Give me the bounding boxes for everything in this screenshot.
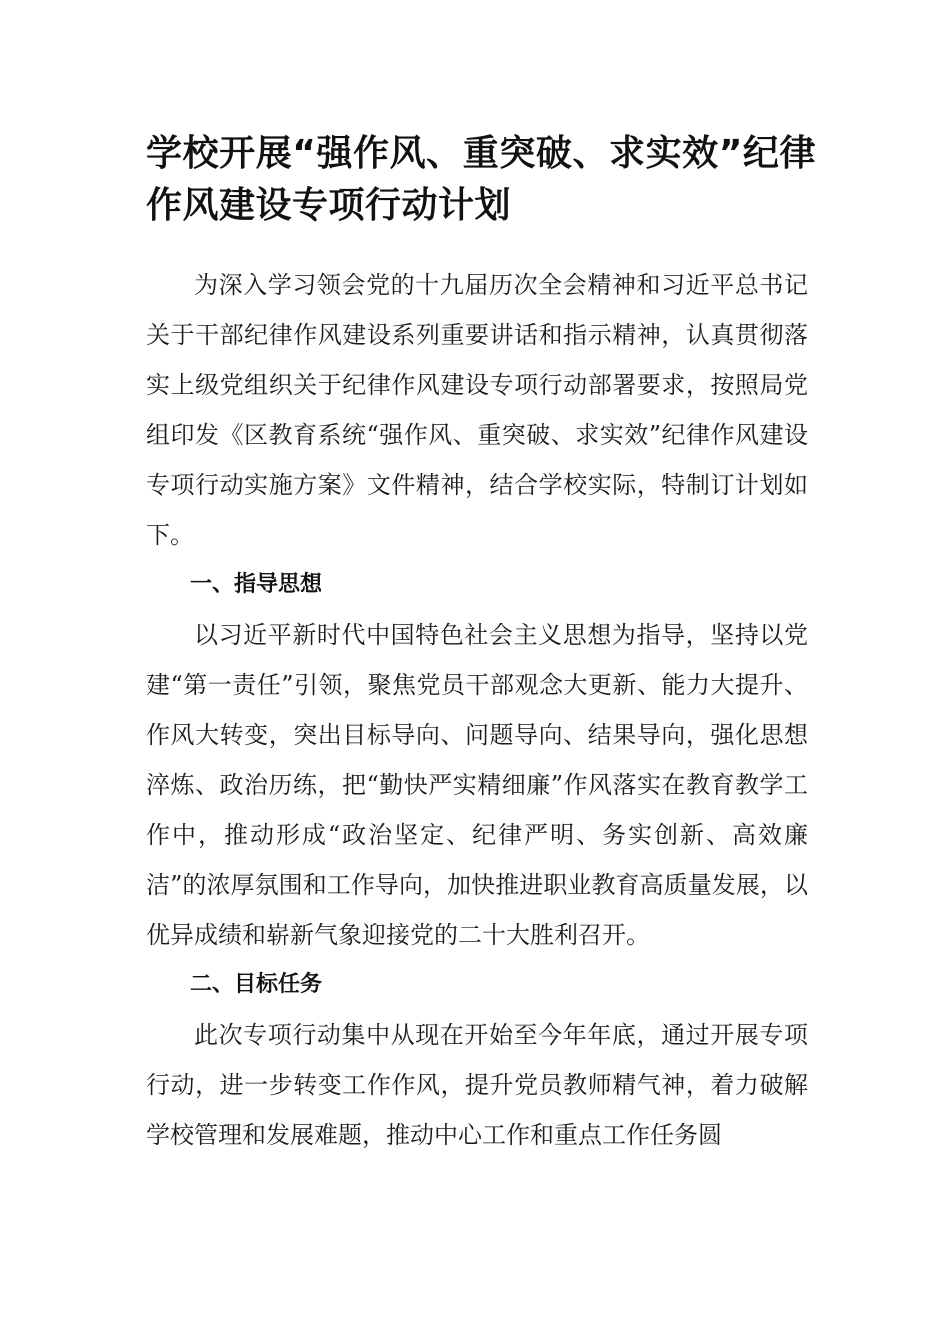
intro-paragraph: 为深入学习领会党的十九届历次全会精神和习近平总书记关于干部纪律作风建设系列重要讲话和指示精神，认真贯彻落实上级党组织关于纪律作风建设专项行动部署要求，按照局党组印发《区教育系统“强作风、重突破、求实效”纪律作风建设专项行动实施方案》文件精神，结合学校实际，特制订计划如下。 <box>146 271 808 549</box>
document-title: 学校开展“强作风、重突破、求实效”纪律作风建设专项行动计划 <box>146 133 816 226</box>
section-heading-goals-tasks: 二、目标任务 <box>190 972 323 997</box>
document-body <box>146 260 808 1160</box>
section-paragraph-guiding-ideology: 以习近平新时代中国特色社会主义思想为指导，坚持以党建“第一责任”引领，聚焦党员干部观念大更新、能力大提升、作风大转变，突出目标导向、问题导向、结果导向，强化思想淬炼、政治历练，把“勤快严实精细廉”作风落实在教育教学工作中，推动形成“政治坚定、纪律严明、务实创新、高效廉洁”的浓厚氛围和工作导向，加快推进职业教育高质量发展，以优异成绩和崭新气象迎接党的二十大胜利召开。 <box>146 621 808 949</box>
section-heading-guiding-ideology: 一、指导思想 <box>190 572 323 597</box>
section-paragraph-goals-tasks: 此次专项行动集中从现在开始至今年年底，通过开展专项行动，进一步转变工作作风，提升党员教师精气神，着力破解学校管理和发展难题，推动中心工作和重点工作任务圆 <box>146 1021 808 1149</box>
